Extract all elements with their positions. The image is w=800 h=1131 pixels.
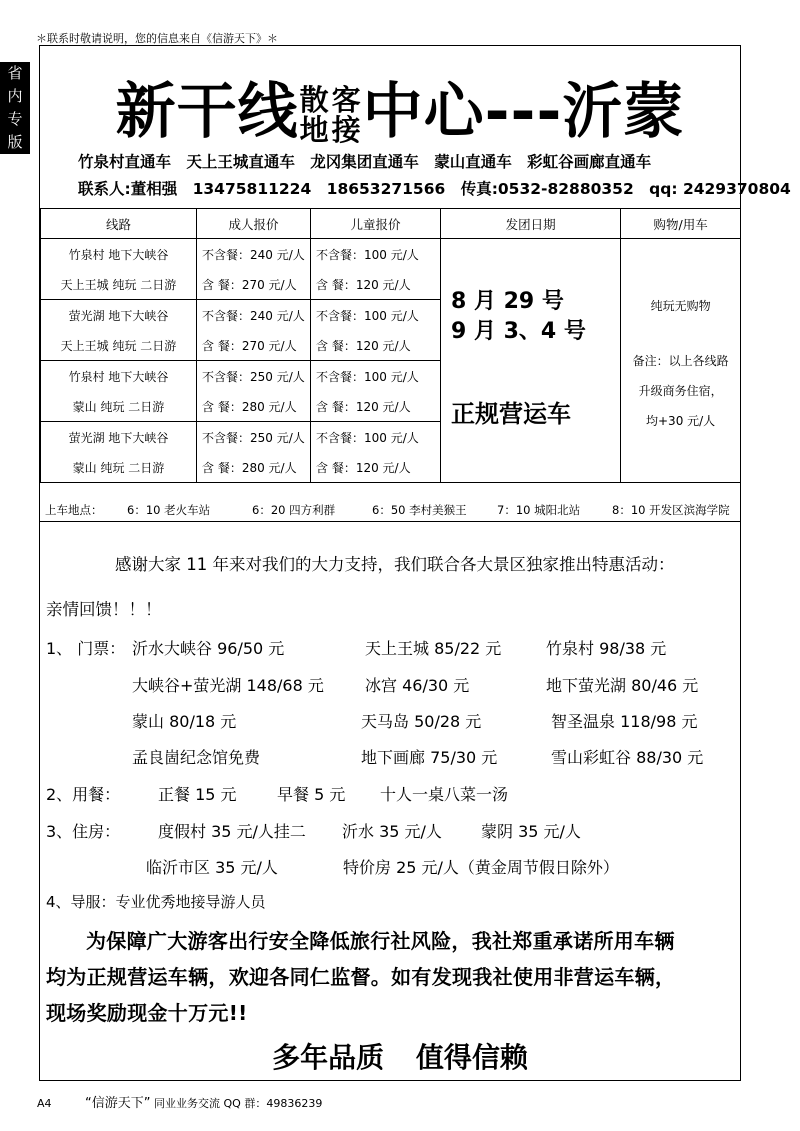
route-text: 萤光湖 地下大峡谷	[68, 308, 169, 323]
promise-line: 为保障广大游客出行安全降低旅行社风险，我社郑重承诺所用车辆	[86, 929, 675, 953]
side-tab-char: 版	[7, 133, 23, 151]
page-title	[0, 64, 800, 150]
price-text: 不含餐：250 元/人	[202, 430, 305, 445]
title-prefix: 新干线	[115, 77, 299, 147]
adult-price-cell	[197, 361, 311, 422]
footer	[37, 1092, 322, 1111]
closing-slogan: 多年品质 值得信赖	[272, 1041, 528, 1074]
side-tab-char: 内	[7, 87, 23, 105]
price-text: 含 餐：120 元/人	[316, 399, 411, 414]
route-text: 蒙山 纯玩 二日游	[72, 460, 165, 475]
route-text: 天上王城 纯玩 二日游	[60, 338, 177, 353]
pickup-label: 上车地点：	[45, 503, 103, 517]
header-route: 线路	[41, 209, 197, 239]
title-stack-left	[299, 83, 330, 148]
title-suffix: 中心---沂蒙	[362, 77, 685, 147]
lodging-item: 临沂市区 35 元/人	[146, 858, 278, 877]
ticket-item: 智圣温泉 118/98 元	[551, 712, 698, 731]
price-text: 含 餐：280 元/人	[202, 460, 297, 475]
meal-item: 正餐 15 元	[158, 785, 237, 804]
lodging-item: 蒙阴 35 元/人	[481, 822, 581, 841]
header-shopping: 购物/用车	[621, 209, 741, 239]
adult-price-cell	[197, 239, 311, 300]
contact-line	[78, 177, 800, 199]
table-header-row	[41, 209, 741, 239]
title-stack-char: 散	[299, 83, 330, 118]
adult-price-cell	[197, 422, 311, 483]
header-date: 发团日期	[441, 209, 621, 239]
lodging-item: 度假村 35 元/人挂二	[158, 822, 306, 841]
price-text: 不含餐：240 元/人	[202, 308, 305, 323]
ticket-item: 冰宫 46/30 元	[365, 676, 470, 695]
title-stack-right	[331, 83, 362, 148]
route-text: 竹泉村 地下大峡谷	[68, 247, 169, 262]
thanks-text: 感谢大家 11 年来对我们的大力支持，我们联合各大景区独家推出特惠活动：	[115, 555, 675, 574]
ticket-item: 蒙山 80/18 元	[132, 712, 237, 731]
routes-line: 竹泉村直通车 天上王城直通车 龙冈集团直通车 蒙山直通车 彩虹谷画廊直通车	[78, 153, 652, 171]
ticket-item: 孟良崮纪念馆免费	[132, 748, 261, 767]
price-text: 不含餐：250 元/人	[202, 369, 305, 384]
pickup-stop: 6：10 老火车站	[127, 503, 211, 517]
footer-brand: “信游天下”	[85, 1096, 151, 1111]
title-stack-char: 客	[331, 83, 362, 118]
ticket-item: 雪山彩虹谷 88/30 元	[551, 748, 704, 767]
meal-item: 十人一桌八菜一汤	[380, 785, 509, 804]
price-text: 含 餐：120 元/人	[316, 460, 411, 475]
ticket-item: 地下萤光湖 80/46 元	[546, 676, 699, 695]
pickup-locations	[40, 499, 741, 522]
route-cell	[41, 300, 197, 361]
ticket-item: 天马岛 50/28 元	[361, 712, 482, 731]
lodging-item: 沂水 35 元/人	[342, 822, 442, 841]
guide-text: 4、导服：专业优秀地接导游人员	[46, 893, 266, 911]
price-text: 含 餐：270 元/人	[202, 338, 297, 353]
route-text: 萤光湖 地下大峡谷	[68, 430, 169, 445]
vehicle-type: 正规营运车	[451, 400, 571, 428]
lodging-item: 特价房 25 元/人（黄金周节假日除外）	[343, 858, 619, 877]
route-cell	[41, 422, 197, 483]
meals-label: 2、用餐：	[46, 785, 121, 804]
side-tab-char: 专	[7, 110, 23, 128]
route-text: 竹泉村 地下大峡谷	[68, 369, 169, 384]
top-note: ＊联系时敬请说明，您的信息来自《信游天下》＊	[36, 32, 278, 45]
price-text: 不含餐：100 元/人	[316, 430, 419, 445]
header-adult: 成人报价	[197, 209, 311, 239]
departure-date: 9 月 3、4 号	[451, 319, 586, 344]
pickup-stop: 6：50 李村美猴王	[372, 503, 467, 517]
note-line: 升级商务住宿，	[638, 384, 723, 398]
ticket-item: 竹泉村 98/38 元	[546, 639, 667, 658]
child-price-cell	[311, 239, 441, 300]
departure-date: 8 月 29 号	[451, 289, 564, 314]
ticket-item: 沂水大峡谷 96/50 元	[132, 639, 285, 658]
price-text: 不含餐：100 元/人	[316, 247, 419, 262]
table-row	[41, 239, 741, 300]
ticket-item: 大峡谷+萤光湖 148/68 元	[132, 676, 324, 695]
meal-item: 早餐 5 元	[277, 785, 346, 804]
route-text: 蒙山 纯玩 二日游	[72, 399, 165, 414]
adult-price-cell	[197, 300, 311, 361]
header-child: 儿童报价	[311, 209, 441, 239]
side-tab-char: 省	[7, 64, 23, 82]
child-price-cell	[311, 422, 441, 483]
note-line: 均+30 元/人	[646, 414, 716, 428]
ticket-item: 天上王城 85/22 元	[365, 639, 502, 658]
pickup-stop: 7：10 城阳北站	[497, 503, 581, 517]
promise-line: 现场奖励现金十万元!!	[46, 1001, 248, 1025]
price-text: 含 餐：120 元/人	[316, 338, 411, 353]
price-text: 含 餐：280 元/人	[202, 399, 297, 414]
child-price-cell	[311, 361, 441, 422]
footer-text: 同业业务交流 QQ 群：49836239	[154, 1097, 323, 1110]
route-text: 天上王城 纯玩 二日游	[60, 277, 177, 292]
contact-fax: 传真:0532-82880352	[460, 180, 634, 198]
departure-date-cell	[441, 239, 621, 483]
route-cell	[41, 361, 197, 422]
contact-phone-1: 13475811224	[192, 180, 312, 198]
contact-phone-2: 18653271566	[326, 180, 446, 198]
promise-line: 均为正规营运车辆，欢迎各同仁监督。如有发现我社使用非营运车辆，	[46, 965, 676, 989]
contact-person: 联系人:董相强	[78, 180, 178, 198]
note-line: 备注：以上各线路	[632, 354, 729, 368]
price-text: 不含餐：100 元/人	[316, 308, 419, 323]
contact-qq: qq: 2429370804	[649, 180, 791, 198]
price-text: 含 餐：120 元/人	[316, 277, 411, 292]
price-text: 不含餐：240 元/人	[202, 247, 305, 262]
tickets-label: 1、 门票：	[46, 639, 126, 658]
pickup-stop: 8：10 开发区滨海学院	[612, 503, 730, 517]
lodging-label: 3、住房：	[46, 822, 121, 841]
child-price-cell	[311, 300, 441, 361]
pickup-stop: 6：20 四方利群	[252, 503, 336, 517]
route-cell	[41, 239, 197, 300]
title-stack-char: 接	[331, 113, 362, 148]
shopping-cell	[621, 239, 741, 483]
feedback-text: 亲情回馈！！！	[46, 600, 162, 619]
price-table	[40, 208, 741, 483]
shopping-text: 纯玩无购物	[650, 299, 711, 313]
price-text: 含 餐：270 元/人	[202, 277, 297, 292]
title-stack-char: 地	[299, 113, 330, 148]
ticket-item: 地下画廊 75/30 元	[361, 748, 498, 767]
price-text: 不含餐：100 元/人	[316, 369, 419, 384]
page-number: A4	[37, 1097, 52, 1110]
